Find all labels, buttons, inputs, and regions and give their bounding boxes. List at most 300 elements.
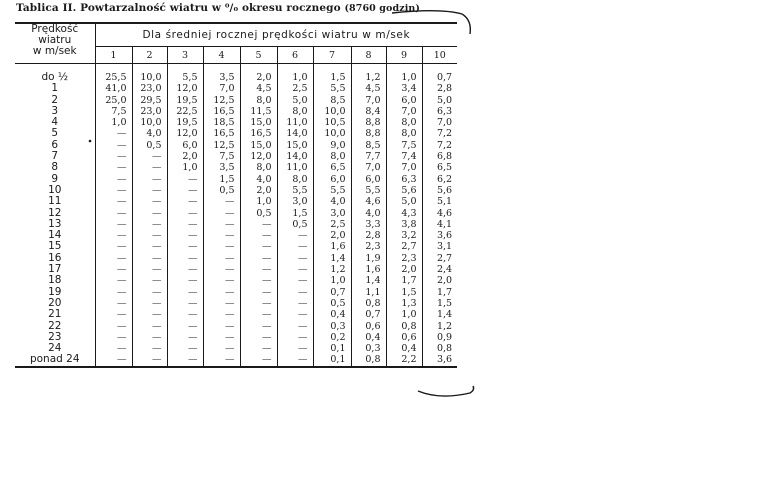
value-cell: — [203, 287, 240, 298]
value-cell: — [167, 174, 203, 185]
value-cell: 1,4 [313, 253, 351, 264]
value-cell: — [132, 253, 167, 264]
value-cell: — [95, 264, 132, 275]
value-cell: — [203, 309, 240, 320]
value-cell: — [240, 275, 277, 286]
value-cell: — [240, 253, 277, 264]
value-cell: — [277, 241, 313, 252]
table-row [15, 298, 457, 309]
value-cell: 7,0 [436, 117, 453, 129]
table-row [15, 208, 457, 219]
speed-cell: ponad 24 [15, 354, 95, 365]
value-cell: 0,6 [351, 321, 386, 332]
value-cell: 8,8 [351, 117, 386, 128]
value-cell: 7,5 [95, 106, 132, 117]
speed-cell: 18 [15, 275, 95, 286]
value-cell: 6,3 [386, 174, 422, 185]
value-cell: — [132, 230, 167, 241]
value-cell: 10,0 [313, 128, 351, 139]
value-cell: 4,6 [436, 207, 453, 219]
value-cell: 5,0 [436, 94, 453, 106]
value-cell: 3,0 [277, 196, 313, 207]
value-cell: — [95, 332, 132, 343]
speed-cell: 24 [15, 343, 95, 354]
table-row [15, 343, 457, 354]
value-cell: 1,0 [167, 162, 203, 173]
speed-cell: do ½ [15, 72, 95, 83]
value-cell: 3,6 [436, 230, 453, 242]
speed-cell: 11 [15, 196, 95, 207]
table-row [15, 185, 457, 196]
value-cell: 4,5 [351, 83, 386, 94]
value-cell: 5,5 [313, 185, 351, 196]
value-cell: 0,4 [386, 343, 422, 354]
value-cell: — [167, 343, 203, 354]
table-row [15, 117, 457, 128]
value-cell: 5,6 [436, 184, 453, 196]
value-cell: 5,0 [386, 196, 422, 207]
value-cell: 6,0 [167, 140, 203, 151]
value-cell: — [132, 162, 167, 173]
row-header-cell [15, 24, 95, 64]
value-cell: 1,1 [351, 287, 386, 298]
value-cell: 22,5 [167, 106, 203, 117]
value-cell: 7,4 [386, 151, 422, 162]
value-cell: — [95, 151, 132, 162]
column-header-10: 10 [422, 47, 457, 64]
value-cell: 1,0 [386, 72, 422, 83]
value-cell: 6,0 [386, 95, 422, 106]
value-cell: 5,5 [351, 185, 386, 196]
value-cell: — [132, 196, 167, 207]
speed-cell: 7 [15, 151, 95, 162]
value-cell: — [132, 264, 167, 275]
value-cell: 11,5 [240, 106, 277, 117]
value-cell: 16,5 [240, 128, 277, 139]
value-cell: 10,0 [132, 117, 167, 128]
value-cell: 7,0 [386, 106, 422, 117]
value-cell: 1,2 [313, 264, 351, 275]
value-cell: 0,4 [351, 332, 386, 343]
value-cell: 6,5 [436, 162, 453, 174]
value-cell: 8,8 [351, 128, 386, 139]
row-header-line-3: w m/sek [32, 45, 77, 57]
value-cell: — [240, 298, 277, 309]
value-cell: 16,5 [203, 106, 240, 117]
value-cell: 6,5 [313, 162, 351, 173]
value-cell: 0,1 [313, 343, 351, 354]
value-cell: 15,0 [240, 117, 277, 128]
value-cell: — [240, 309, 277, 320]
value-cell: — [203, 298, 240, 309]
speed-cell: 8 [15, 162, 95, 173]
value-cell: 3,0 [313, 208, 351, 219]
value-cell: 0,3 [313, 321, 351, 332]
value-cell: — [203, 264, 240, 275]
value-cell: — [95, 253, 132, 264]
value-cell: 4,6 [351, 196, 386, 207]
value-cell: — [95, 354, 132, 365]
value-cell: 0,5 [277, 219, 313, 230]
value-cell: — [203, 275, 240, 286]
value-cell: — [277, 253, 313, 264]
table-row [15, 106, 457, 117]
value-cell: 8,0 [386, 117, 422, 128]
value-cell: — [277, 309, 313, 320]
value-cell: 2,5 [313, 219, 351, 230]
value-cell: — [167, 241, 203, 252]
speed-cell: 12 [15, 208, 95, 219]
value-cell: 1,9 [351, 253, 386, 264]
column-header-2: 2 [132, 47, 167, 64]
value-cell: 1,7 [436, 286, 453, 298]
value-cell: 0,5 [313, 298, 351, 309]
value-cell: — [203, 208, 240, 219]
table-row [15, 128, 457, 139]
value-cell: 8,4 [351, 106, 386, 117]
table-body [15, 64, 457, 366]
value-cell: 2,3 [351, 241, 386, 252]
value-cell: 1,6 [351, 264, 386, 275]
value-cell: — [203, 354, 240, 365]
value-cell: 12,0 [167, 83, 203, 94]
value-cell: — [95, 219, 132, 230]
table-row [15, 83, 457, 94]
value-cell: 7,0 [351, 162, 386, 173]
value-cell: 7,5 [386, 140, 422, 151]
value-cell: — [167, 275, 203, 286]
value-cell: — [240, 264, 277, 275]
value-cell: 8,0 [240, 162, 277, 173]
value-cell: — [95, 174, 132, 185]
value-cell: 12,5 [203, 140, 240, 151]
speed-cell: 23 [15, 332, 95, 343]
table-row [15, 264, 457, 275]
table-row [15, 95, 457, 106]
table-row [15, 253, 457, 264]
value-cell: 1,4 [436, 309, 453, 321]
value-cell: — [167, 264, 203, 275]
value-cell: 15,0 [240, 140, 277, 151]
value-cell: — [95, 298, 132, 309]
value-cell: 29,5 [132, 95, 167, 106]
value-cell: — [167, 208, 203, 219]
value-cell: 23,0 [132, 106, 167, 117]
value-cell: 2,8 [351, 230, 386, 241]
value-cell: — [277, 230, 313, 241]
value-cell: 10,0 [313, 106, 351, 117]
table-row [15, 162, 457, 173]
value-cell: — [203, 332, 240, 343]
value-cell: 4,0 [132, 128, 167, 139]
table-row [15, 332, 457, 343]
value-cell: — [167, 309, 203, 320]
value-cell: 8,0 [313, 151, 351, 162]
value-cell: 3,6 [436, 354, 453, 366]
value-cell: 0,5 [240, 208, 277, 219]
speed-cell: 4 [15, 117, 95, 128]
value-cell: 8,0 [277, 106, 313, 117]
value-cell: — [95, 128, 132, 139]
value-cell: 1,5 [436, 297, 453, 309]
value-cell: 7,7 [351, 151, 386, 162]
value-cell: — [203, 219, 240, 230]
value-cell: — [240, 343, 277, 354]
group-header: Dla średniej rocznej prędkości wiatru w m/sek [95, 24, 457, 47]
value-cell: 2,0 [436, 275, 453, 287]
column-header-4: 4 [203, 47, 240, 64]
value-cell: — [132, 151, 167, 162]
value-cell: 7,2 [436, 139, 453, 151]
column-header-6: 6 [277, 47, 313, 64]
value-cell: 0,8 [386, 321, 422, 332]
value-cell: — [132, 174, 167, 185]
value-cell: 8,0 [277, 174, 313, 185]
value-cell: 4,0 [240, 174, 277, 185]
value-cell: — [277, 321, 313, 332]
value-cell: 0,8 [351, 354, 386, 365]
value-cell: 2,7 [386, 241, 422, 252]
value-cell: 12,0 [167, 128, 203, 139]
value-cell: 1,4 [351, 275, 386, 286]
value-cell: 1,0 [313, 275, 351, 286]
value-cell: — [132, 354, 167, 365]
value-cell: 19,5 [167, 117, 203, 128]
value-cell: 2,0 [167, 151, 203, 162]
value-cell: 3,8 [386, 219, 422, 230]
value-cell: — [167, 321, 203, 332]
column-header-9: 9 [386, 47, 422, 64]
value-cell: 1,7 [386, 275, 422, 286]
value-cell: 9,0 [313, 140, 351, 151]
table-row [15, 219, 457, 230]
value-cell: 0,5 [203, 185, 240, 196]
table-row [15, 241, 457, 252]
speed-cell: 3 [15, 106, 95, 117]
value-cell: — [277, 287, 313, 298]
value-cell: — [240, 321, 277, 332]
value-cell: — [240, 230, 277, 241]
value-cell: — [132, 219, 167, 230]
value-cell: — [167, 332, 203, 343]
table-row [15, 287, 457, 298]
value-cell: — [132, 241, 167, 252]
value-cell: 1,5 [386, 287, 422, 298]
row-header-line-2: wiatru [38, 34, 72, 46]
value-cell: — [95, 230, 132, 241]
speed-cell: 14 [15, 230, 95, 241]
value-cell: — [167, 354, 203, 365]
value-cell: 1,5 [277, 208, 313, 219]
value-cell: 6,0 [351, 174, 386, 185]
value-cell: — [95, 241, 132, 252]
value-cell: — [240, 219, 277, 230]
value-cell: — [277, 275, 313, 286]
value-cell: 0,9 [436, 331, 453, 343]
value-cell: 1,0 [277, 72, 313, 83]
value-cell: 25,0 [95, 95, 132, 106]
column-header-1: 1 [95, 47, 132, 64]
value-cell: 6,0 [313, 174, 351, 185]
value-cell: 8,5 [313, 95, 351, 106]
speed-cell: 9 [15, 174, 95, 185]
value-cell: 8,5 [351, 140, 386, 151]
value-cell: 4,0 [313, 196, 351, 207]
value-cell: — [277, 264, 313, 275]
value-cell: 3,1 [436, 241, 453, 253]
value-cell: — [132, 332, 167, 343]
column-header-7: 7 [313, 47, 351, 64]
value-cell: 41,0 [95, 83, 132, 94]
value-cell: — [277, 298, 313, 309]
table-row [15, 230, 457, 241]
speed-cell: 22 [15, 321, 95, 332]
value-cell: — [203, 343, 240, 354]
value-cell: 7,0 [203, 83, 240, 94]
speed-cell: 16 [15, 253, 95, 264]
value-cell: — [203, 196, 240, 207]
value-cell: — [167, 196, 203, 207]
value-cell: 5,0 [277, 95, 313, 106]
value-cell: — [95, 275, 132, 286]
value-cell: — [167, 185, 203, 196]
value-cell: — [95, 196, 132, 207]
value-cell: 25,5 [95, 72, 132, 83]
value-cell: — [95, 162, 132, 173]
speed-cell: 5 [15, 128, 95, 139]
value-cell: 5,5 [277, 185, 313, 196]
value-cell: 8,0 [240, 95, 277, 106]
value-cell: 19,5 [167, 95, 203, 106]
title-main: Tablica II. Powtarzalność wiatru w [16, 2, 222, 14]
value-cell: 14,0 [277, 151, 313, 162]
speed-cell: 20 [15, 298, 95, 309]
value-cell: 3,2 [386, 230, 422, 241]
value-cell: 4,3 [386, 208, 422, 219]
speed-cell: 6 [15, 140, 95, 151]
value-cell: 3,5 [203, 162, 240, 173]
value-cell: — [203, 253, 240, 264]
value-cell: 2,4 [436, 264, 453, 276]
value-cell: — [95, 287, 132, 298]
value-cell: 5,5 [167, 72, 203, 83]
value-cell: 5,5 [313, 83, 351, 94]
row-header-line-1: Prędkość [31, 23, 79, 35]
value-cell: 6,8 [436, 151, 453, 163]
value-cell: 16,5 [203, 128, 240, 139]
value-cell: — [95, 185, 132, 196]
value-cell: — [95, 343, 132, 354]
value-cell: 4,5 [240, 83, 277, 94]
value-cell: 3,5 [203, 72, 240, 83]
value-cell: 6,2 [436, 173, 453, 185]
value-cell: 1,3 [386, 298, 422, 309]
value-cell: — [203, 241, 240, 252]
value-cell: 5,1 [436, 196, 453, 208]
wind-table-frame [15, 22, 457, 368]
value-cell: 3,4 [386, 83, 422, 94]
value-cell: — [95, 321, 132, 332]
value-cell: 6,3 [436, 105, 453, 117]
value-cell: — [240, 287, 277, 298]
table-row [15, 321, 457, 332]
value-cell: — [203, 230, 240, 241]
value-cell: 2,0 [240, 185, 277, 196]
speed-cell: 15 [15, 241, 95, 252]
value-cell: 0,8 [351, 298, 386, 309]
table-row [15, 72, 457, 83]
value-cell: 0,3 [351, 343, 386, 354]
value-cell: 2,0 [386, 264, 422, 275]
value-cell: 3,3 [351, 219, 386, 230]
value-cell: 0,2 [313, 332, 351, 343]
value-cell: — [132, 343, 167, 354]
value-cell: 1,0 [240, 196, 277, 207]
value-cell: 14,0 [277, 128, 313, 139]
value-cell: 0,8 [436, 343, 453, 355]
value-cell: — [95, 208, 132, 219]
speed-cell: 10 [15, 185, 95, 196]
value-cell: 15,0 [277, 140, 313, 151]
wind-frequency-table [15, 24, 457, 366]
table-title [16, 2, 420, 14]
value-cell: 1,5 [203, 174, 240, 185]
value-cell: 12,0 [240, 151, 277, 162]
value-cell: — [277, 343, 313, 354]
value-cell: — [277, 332, 313, 343]
value-cell: 1,0 [95, 117, 132, 128]
value-cell: 2,0 [313, 230, 351, 241]
value-cell: — [95, 309, 132, 320]
value-cell: — [95, 140, 132, 151]
value-cell: — [167, 230, 203, 241]
value-cell: 7,5 [203, 151, 240, 162]
value-cell: 1,0 [386, 309, 422, 320]
column-header-8: 8 [351, 47, 386, 64]
value-cell: 7,0 [351, 95, 386, 106]
value-cell: 0,7 [313, 287, 351, 298]
value-cell: 1,2 [351, 72, 386, 83]
title-suffix: okresu rocznego [241, 2, 341, 14]
value-cell: 18,5 [203, 117, 240, 128]
table-row [15, 151, 457, 162]
table-row [15, 140, 457, 151]
value-cell: — [167, 219, 203, 230]
speed-cell: 17 [15, 264, 95, 275]
value-cell: — [132, 185, 167, 196]
column-header-5: 5 [240, 47, 277, 64]
value-cell: — [167, 253, 203, 264]
value-cell: — [167, 298, 203, 309]
value-cell: — [167, 287, 203, 298]
value-cell: 2,7 [436, 252, 453, 264]
speed-cell: 13 [15, 219, 95, 230]
value-cell: 0,4 [313, 309, 351, 320]
value-cell: 23,0 [132, 83, 167, 94]
value-cell: 0,1 [313, 354, 351, 365]
value-cell: 1,5 [313, 72, 351, 83]
value-cell: 7,0 [386, 162, 422, 173]
table-row [15, 196, 457, 207]
value-cell: 0,5 [132, 140, 167, 151]
value-cell: 2,5 [277, 83, 313, 94]
value-cell: — [132, 287, 167, 298]
value-cell: — [277, 354, 313, 365]
value-cell: — [132, 321, 167, 332]
value-cell: 12,5 [203, 95, 240, 106]
table-row [15, 174, 457, 185]
value-cell: — [132, 208, 167, 219]
